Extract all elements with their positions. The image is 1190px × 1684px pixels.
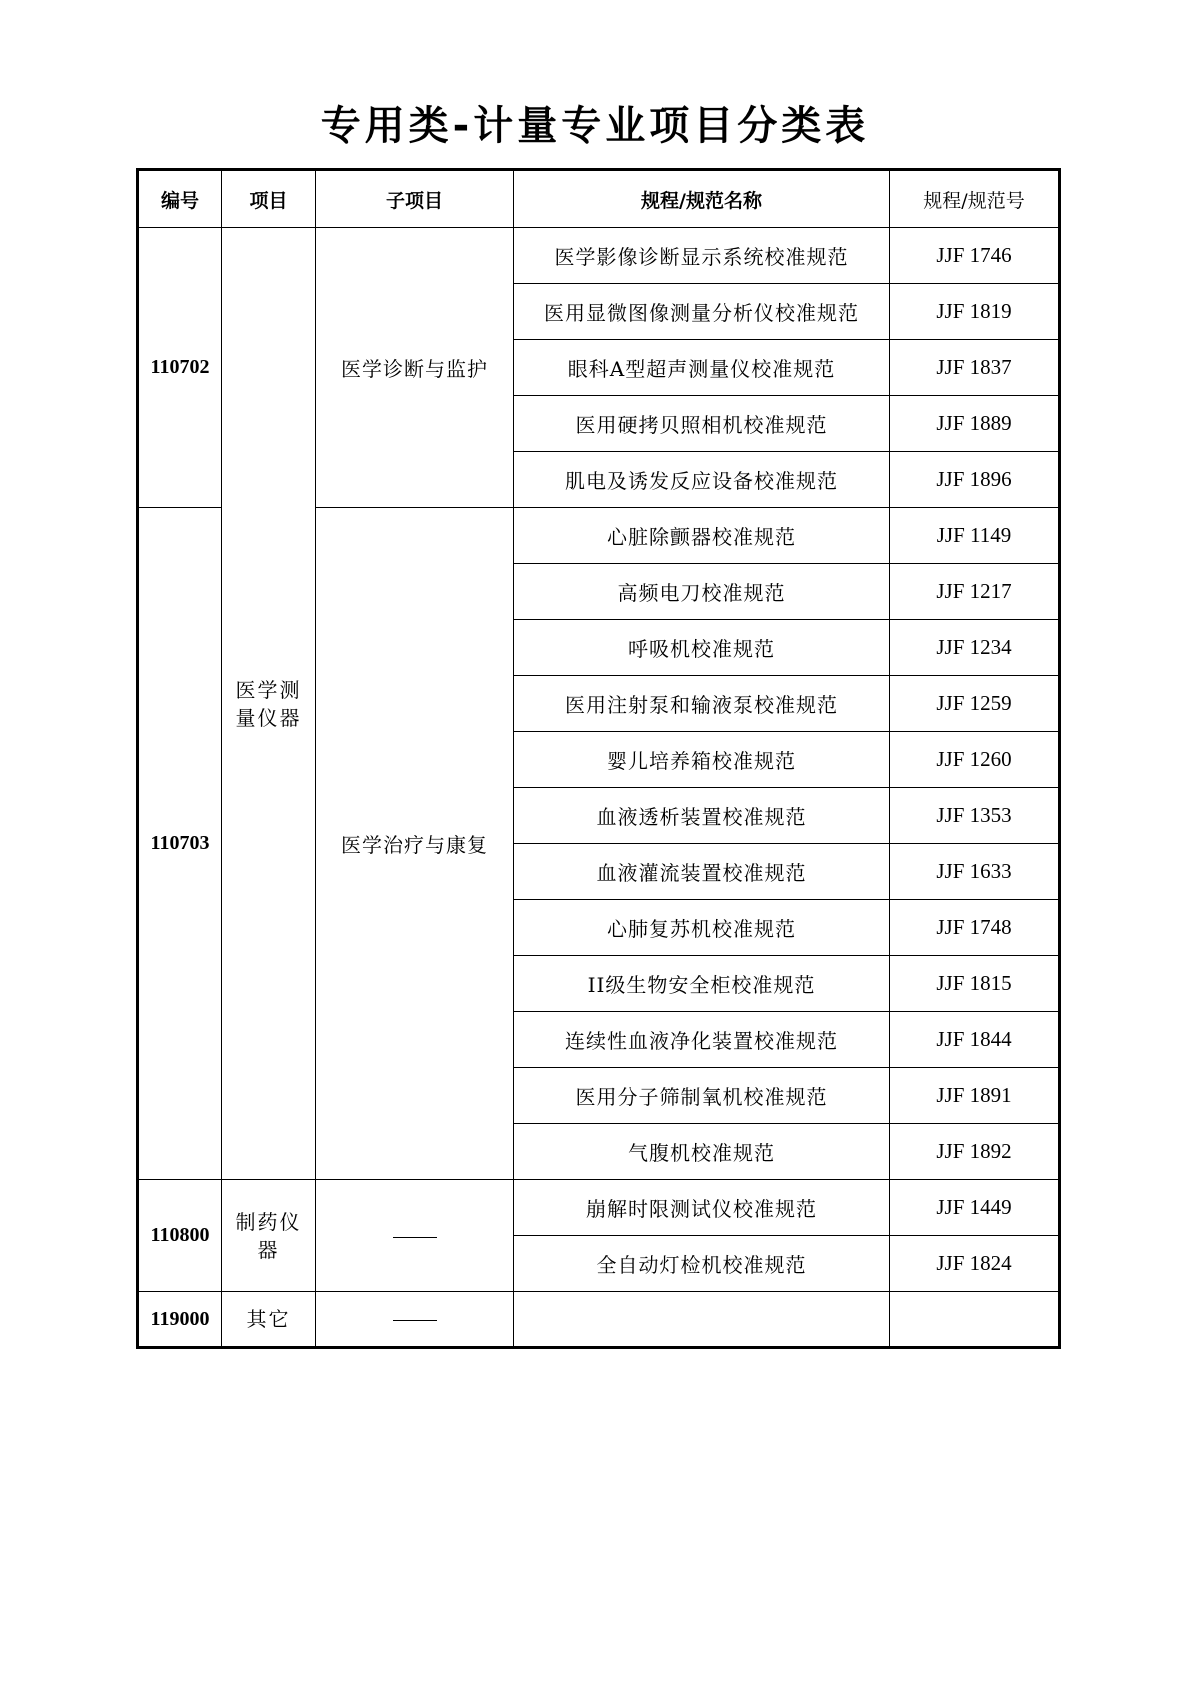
- spec-no: JJF 1896: [890, 452, 1060, 508]
- subitem-empty-other: [316, 1292, 514, 1348]
- spec-no: JJF 1892: [890, 1124, 1060, 1180]
- spec-name: 连续性血液净化装置校准规范: [514, 1012, 890, 1068]
- spec-name: 血液灌流装置校准规范: [514, 844, 890, 900]
- spec-name: 高频电刀校准规范: [514, 564, 890, 620]
- item-pharma-label: 制药仪器: [235, 1209, 302, 1262]
- spec-name: 全自动灯检机校准规范: [514, 1236, 890, 1292]
- subitem-therapy: 医学治疗与康复: [316, 508, 514, 1180]
- spec-no: JJF 1259: [890, 676, 1060, 732]
- spec-no: JJF 1260: [890, 732, 1060, 788]
- spec-name: 气腹机校准规范: [514, 1124, 890, 1180]
- spec-no: JJF 1815: [890, 956, 1060, 1012]
- header-row: [138, 170, 1060, 228]
- code-110702: 110702: [138, 228, 222, 508]
- subitem-diagnosis: 医学诊断与监护: [316, 228, 514, 508]
- spec-name: II级生物安全柜校准规范: [514, 956, 890, 1012]
- spec-no: JJF 1633: [890, 844, 1060, 900]
- header-code: 编号: [138, 170, 222, 228]
- dash-placeholder: [393, 1320, 437, 1321]
- spec-no: JJF 1844: [890, 1012, 1060, 1068]
- spec-no: JJF 1449: [890, 1180, 1060, 1236]
- table-row: [138, 1180, 1060, 1236]
- spec-no: JJF 1891: [890, 1068, 1060, 1124]
- spec-name: 医用显微图像测量分析仪校准规范: [514, 284, 890, 340]
- header-subitem: 子项目: [316, 170, 514, 228]
- spec-name-empty: [514, 1292, 890, 1348]
- subitem-empty-pharma: [316, 1180, 514, 1292]
- spec-no: JJF 1234: [890, 620, 1060, 676]
- spec-no: JJF 1746: [890, 228, 1060, 284]
- page-title: 专用类-计量专业项目分类表: [320, 103, 870, 149]
- classification-table-wrapper: [136, 168, 1058, 1349]
- spec-name: 血液透析装置校准规范: [514, 788, 890, 844]
- item-medical-label: 医学测量仪器: [235, 677, 302, 730]
- spec-name: 医用注射泵和输液泵校准规范: [514, 676, 890, 732]
- spec-no: JJF 1149: [890, 508, 1060, 564]
- header-spec-name: 规程/规范名称: [514, 170, 890, 228]
- spec-name: 呼吸机校准规范: [514, 620, 890, 676]
- spec-no: JJF 1217: [890, 564, 1060, 620]
- code-110703: 110703: [138, 508, 222, 1180]
- item-medical: [222, 228, 316, 1180]
- spec-no-empty: [890, 1292, 1060, 1348]
- spec-name: 心脏除颤器校准规范: [514, 508, 890, 564]
- header-item: 项目: [222, 170, 316, 228]
- classification-table: [136, 168, 1061, 1349]
- spec-name: 眼科A型超声测量仪校准规范: [514, 340, 890, 396]
- code-119000: 119000: [138, 1292, 222, 1348]
- header-spec-no: 规程/规范号: [890, 170, 1060, 228]
- table-row: [138, 228, 1060, 284]
- spec-no: JJF 1819: [890, 284, 1060, 340]
- spec-name: 医用硬拷贝照相机校准规范: [514, 396, 890, 452]
- item-other: 其它: [222, 1292, 316, 1348]
- spec-no: JJF 1824: [890, 1236, 1060, 1292]
- code-110800: 110800: [138, 1180, 222, 1292]
- spec-name: 医用分子筛制氧机校准规范: [514, 1068, 890, 1124]
- spec-name: 婴儿培养箱校准规范: [514, 732, 890, 788]
- spec-name: 心肺复苏机校准规范: [514, 900, 890, 956]
- table-row: [138, 1292, 1060, 1348]
- spec-no: JJF 1353: [890, 788, 1060, 844]
- spec-name: 崩解时限测试仪校准规范: [514, 1180, 890, 1236]
- spec-no: JJF 1748: [890, 900, 1060, 956]
- spec-name: 肌电及诱发反应设备校准规范: [514, 452, 890, 508]
- spec-no: JJF 1837: [890, 340, 1060, 396]
- dash-placeholder: [393, 1237, 437, 1238]
- spec-no: JJF 1889: [890, 396, 1060, 452]
- item-pharma: [222, 1180, 316, 1292]
- spec-name: 医学影像诊断显示系统校准规范: [514, 228, 890, 284]
